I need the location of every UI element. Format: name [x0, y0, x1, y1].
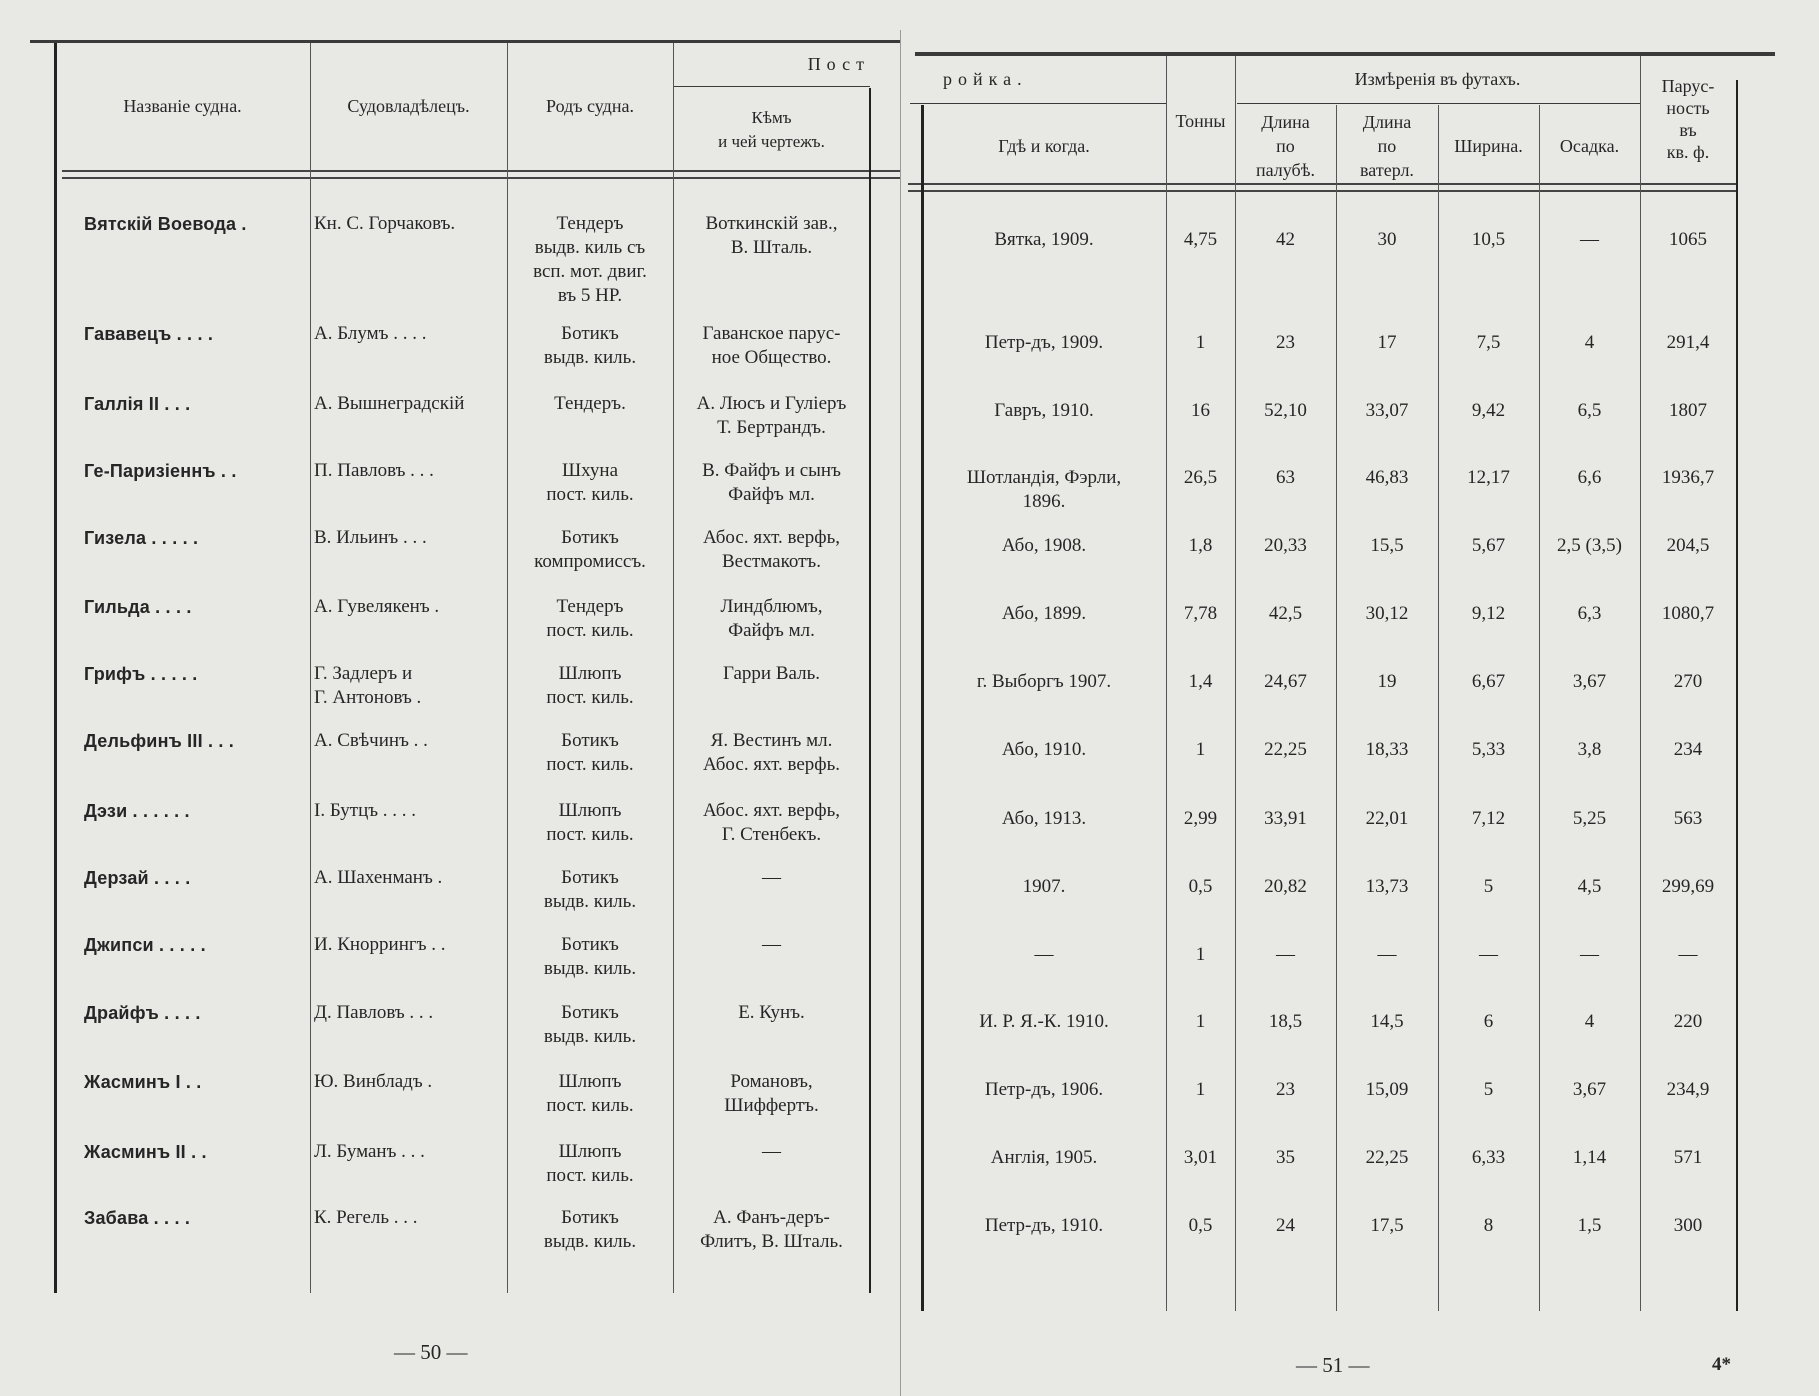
- cell-len-deck: 20,82: [1264, 876, 1307, 897]
- cell-designer: Романовъ, Шиффертъ.: [724, 1071, 819, 1116]
- col-divider: [1438, 105, 1439, 1311]
- cell-len-wl: 15,5: [1370, 535, 1404, 556]
- cell-name: Ге-Паризіеннъ . .: [84, 461, 237, 481]
- cell-where: Або, 1899.: [1001, 603, 1087, 624]
- cell-where: Англія, 1905.: [990, 1147, 1098, 1168]
- page-number: — 50 —: [394, 1340, 468, 1364]
- cell-beam: 9,42: [1471, 400, 1506, 421]
- col-divider: [1336, 105, 1337, 1311]
- cell-draft: 1,5: [1577, 1215, 1602, 1236]
- cell-len-wl: —: [1377, 944, 1397, 965]
- cell-where: 1907.: [1022, 876, 1066, 897]
- page-number: — 51 —: [1296, 1353, 1370, 1377]
- cell-draft: 4,5: [1577, 876, 1602, 897]
- cell-owner: А. Гувелякенъ .: [314, 596, 440, 617]
- cell-where: г. Выборгъ 1907.: [976, 671, 1112, 692]
- cell-len-deck: 52,10: [1264, 400, 1307, 421]
- cell-len-deck: 63: [1276, 467, 1295, 488]
- header-beam: Ширина.: [1454, 136, 1523, 156]
- cell-len-deck: 33,91: [1264, 808, 1307, 829]
- cell-owner: Ю. Винбладъ .: [314, 1071, 433, 1092]
- cell-where: И. Р. Я.-К. 1910.: [979, 1011, 1109, 1032]
- cell-type: Ботикъ пост. киль.: [546, 730, 634, 775]
- cell-len-deck: 23: [1276, 1079, 1295, 1100]
- cell-designer: Абос. яхт. верфь, Г. Стенбекъ.: [703, 800, 840, 845]
- cell-sail: 234,9: [1666, 1079, 1710, 1100]
- cell-beam: 6: [1483, 1011, 1494, 1032]
- cell-len-wl: 22,01: [1365, 808, 1409, 829]
- header-len-wl: Длина по ватерл.: [1360, 112, 1414, 180]
- header-tons: Тонны: [1175, 111, 1226, 131]
- cell-tons: 2,99: [1183, 808, 1218, 829]
- cell-len-deck: 35: [1276, 1147, 1295, 1168]
- cell-designer: Гарри Валь.: [722, 663, 821, 684]
- cell-len-wl: 17: [1377, 332, 1397, 353]
- header-sail: Парус- ность въ кв. ф.: [1661, 76, 1715, 162]
- cell-where: —: [1034, 944, 1054, 965]
- header-build-group-cont: ройка.: [943, 69, 1028, 89]
- cell-designer: Гаванское парус- ное Общество.: [702, 323, 841, 368]
- cell-tons: 0,5: [1188, 1215, 1213, 1236]
- cell-tons: 3,01: [1183, 1147, 1218, 1168]
- cell-draft: 4: [1584, 332, 1595, 353]
- cell-beam: 5: [1483, 876, 1494, 897]
- cell-beam: 8: [1483, 1215, 1494, 1236]
- cell-len-deck: 22,25: [1264, 739, 1307, 760]
- cell-type: Тендеръ пост. киль.: [546, 596, 634, 641]
- cell-where: Петр-дъ, 1910.: [984, 1215, 1104, 1236]
- cell-len-wl: 13,73: [1365, 876, 1409, 897]
- cell-beam: 10,5: [1471, 229, 1506, 250]
- cell-owner: І. Бутцъ . . . .: [314, 800, 417, 821]
- cell-owner: Кн. С. Горчаковъ.: [314, 213, 456, 234]
- cell-tons: 16: [1191, 400, 1210, 421]
- group-rule: [1237, 103, 1640, 104]
- cell-designer: А. Фанъ-деръ- Флитъ, В. Шталь.: [700, 1207, 843, 1252]
- cell-tons: 1: [1195, 944, 1206, 965]
- cell-tons: 1,8: [1188, 535, 1213, 556]
- cell-where: Або, 1908.: [1001, 535, 1087, 556]
- cell-name: Забава . . . .: [84, 1208, 191, 1228]
- header-measures-group: Измѣренія въ футахъ.: [1354, 69, 1521, 89]
- header-build-group: Пост: [807, 54, 870, 74]
- cell-beam: 6,67: [1471, 671, 1506, 692]
- cell-name: Драйфъ . . . .: [84, 1003, 201, 1023]
- cell-len-wl: 15,09: [1365, 1079, 1409, 1100]
- cell-sail: —: [1678, 944, 1698, 965]
- cell-beam: 7,5: [1476, 332, 1501, 353]
- header-designer: Кѣмъ и чей чертежъ.: [718, 108, 825, 151]
- cell-designer: В. Файфъ и сынъ Файфъ мл.: [702, 460, 841, 505]
- cell-designer: Абос. яхт. верфь, Вестмакотъ.: [703, 527, 840, 572]
- header-name: Названіе судна.: [123, 96, 242, 116]
- header-rule: [62, 170, 900, 179]
- signature-mark: 4*: [1712, 1354, 1731, 1375]
- cell-beam: 5,67: [1471, 535, 1506, 556]
- cell-type: Шлюпъ пост. киль.: [546, 1071, 634, 1116]
- cell-draft: 6,3: [1577, 603, 1602, 624]
- cell-len-deck: 42,5: [1268, 603, 1303, 624]
- top-rule: [915, 52, 1775, 56]
- cell-owner: В. Ильинъ . . .: [314, 527, 427, 548]
- cell-owner: Д. Павловъ . . .: [314, 1002, 434, 1023]
- cell-len-wl: 14,5: [1370, 1011, 1404, 1032]
- cell-beam: 6,33: [1471, 1147, 1506, 1168]
- cell-tons: 7,78: [1183, 603, 1218, 624]
- cell-len-deck: 42: [1276, 229, 1295, 250]
- cell-designer: Я. Вестинъ мл. Абос. яхт. верфь.: [703, 730, 840, 775]
- cell-type: Тендеръ.: [554, 393, 626, 414]
- group-rule: [910, 103, 1166, 104]
- cell-owner: А. Шахенманъ .: [314, 867, 443, 888]
- cell-len-deck: 23: [1276, 332, 1295, 353]
- cell-tons: 26,5: [1183, 467, 1218, 488]
- cell-beam: —: [1479, 944, 1498, 965]
- cell-designer: Линдблюмъ, Файфъ мл.: [720, 596, 823, 641]
- cell-beam: 7,12: [1471, 808, 1506, 829]
- cell-tons: 0,5: [1188, 876, 1213, 897]
- cell-draft: 5,25: [1572, 808, 1607, 829]
- top-rule: [30, 40, 900, 43]
- cell-owner: А. Свѣчинъ . .: [314, 730, 428, 751]
- cell-sail: 300: [1673, 1215, 1703, 1236]
- cell-tons: 4,75: [1183, 229, 1218, 250]
- header-owner: Судовладѣлецъ.: [347, 96, 470, 116]
- cell-where: Шотландія, Фэрли, 1896.: [966, 467, 1122, 512]
- cell-name: Дельфинъ III . . .: [84, 731, 234, 751]
- header-len-deck: Длина по палубѣ.: [1256, 112, 1315, 180]
- cell-where: Або, 1910.: [1001, 739, 1087, 760]
- header-rule: [908, 183, 1738, 192]
- cell-designer: А. Люсъ и Гуліеръ Т. Бертрандъ.: [696, 393, 847, 438]
- cell-designer: —: [762, 867, 781, 888]
- cell-type: Ботикъ выдв. киль.: [543, 867, 637, 912]
- frame-left: [54, 43, 57, 1293]
- cell-tons: 1: [1195, 739, 1206, 760]
- cell-owner: Г. Задлеръ и Г. Антоновъ .: [314, 663, 422, 708]
- cell-type: Шхуна пост. киль.: [546, 460, 634, 505]
- cell-type: Ботикъ выдв. киль.: [543, 934, 637, 979]
- cell-tons: 1,4: [1188, 671, 1213, 692]
- cell-designer: Е. Кунъ.: [738, 1002, 805, 1023]
- cell-draft: 2,5 (3,5): [1557, 535, 1622, 556]
- cell-sail: 1080,7: [1661, 603, 1715, 624]
- cell-type: Тендеръ выдв. киль съ всп. мот. двиг. въ 5 HP.: [533, 213, 647, 306]
- cell-len-wl: 30,12: [1365, 603, 1409, 624]
- cell-type: Шлюпъ пост. киль.: [546, 663, 634, 708]
- cell-type: Шлюпъ пост. киль.: [546, 1141, 634, 1186]
- frame-left: [921, 105, 924, 1311]
- cell-owner: П. Павловъ . . .: [314, 460, 434, 481]
- cell-name: Вятскій Воевода .: [84, 214, 247, 234]
- cell-len-wl: 33,07: [1365, 400, 1409, 421]
- cell-len-wl: 18,33: [1365, 739, 1409, 760]
- cell-sail: 234: [1673, 739, 1703, 760]
- cell-name: Гизела . . . . .: [84, 528, 199, 548]
- cell-beam: 12,17: [1467, 467, 1510, 488]
- cell-type: Ботикъ выдв. киль.: [543, 1207, 637, 1252]
- cell-designer: —: [762, 934, 781, 955]
- cell-sail: 563: [1673, 808, 1703, 829]
- cell-where: Гавръ, 1910.: [994, 400, 1094, 421]
- cell-owner: К. Регель . . .: [314, 1207, 418, 1228]
- header-where-when: Гдѣ и когда.: [998, 136, 1090, 156]
- cell-draft: 3,67: [1572, 1079, 1607, 1100]
- cell-draft: —: [1580, 229, 1599, 250]
- cell-type: Шлюпъ пост. киль.: [546, 800, 634, 845]
- cell-owner: А. Блумъ . . . .: [314, 323, 427, 344]
- cell-beam: 5,33: [1471, 739, 1506, 760]
- cell-draft: —: [1580, 944, 1599, 965]
- cell-designer: Воткинскій зав., В. Шталь.: [705, 213, 838, 258]
- cell-sail: 220: [1673, 1011, 1703, 1032]
- cell-sail: 1936,7: [1661, 467, 1715, 488]
- cell-sail: 1065: [1669, 229, 1707, 250]
- cell-draft: 1,14: [1572, 1147, 1607, 1168]
- cell-len-wl: 19: [1377, 671, 1397, 692]
- cell-sail: 571: [1673, 1147, 1703, 1168]
- cell-type: Ботикъ выдв. киль.: [543, 1002, 637, 1047]
- cell-tons: 1: [1195, 332, 1206, 353]
- cell-len-deck: —: [1276, 944, 1295, 965]
- cell-draft: 3,67: [1572, 671, 1607, 692]
- cell-draft: 3,8: [1577, 739, 1602, 760]
- cell-tons: 1: [1195, 1011, 1206, 1032]
- cell-type: Ботикъ выдв. киль.: [543, 323, 637, 368]
- cell-type: Ботикъ компромиссъ.: [534, 527, 646, 572]
- cell-name: Гильда . . . .: [84, 597, 192, 617]
- cell-name: Джипси . . . . .: [84, 935, 206, 955]
- cell-beam: 9,12: [1471, 603, 1506, 624]
- cell-sail: 291,4: [1666, 332, 1710, 353]
- col-divider: [310, 43, 311, 1293]
- frame-right: [1736, 80, 1738, 1311]
- header-draft: Осадка.: [1559, 136, 1620, 156]
- cell-where: Петр-дъ, 1906.: [984, 1079, 1104, 1100]
- cell-name: Жасминъ I . .: [84, 1072, 202, 1092]
- cell-name: Гававецъ . . . .: [84, 324, 214, 344]
- cell-name: Дерзай . . . .: [84, 868, 191, 888]
- cell-len-deck: 18,5: [1268, 1011, 1303, 1032]
- cell-owner: И. Кноррингъ . .: [314, 934, 446, 955]
- cell-tons: 1: [1195, 1079, 1206, 1100]
- cell-where: Вятка, 1909.: [994, 229, 1094, 250]
- cell-designer: —: [762, 1141, 781, 1162]
- cell-len-wl: 30: [1377, 229, 1397, 250]
- cell-owner: Л. Буманъ . . .: [314, 1141, 425, 1162]
- cell-name: Жасминъ II . .: [84, 1142, 207, 1162]
- col-divider: [1539, 105, 1540, 1311]
- cell-draft: 6,6: [1577, 467, 1602, 488]
- cell-len-wl: 17,5: [1370, 1215, 1404, 1236]
- cell-owner: А. Вышнеградскій: [314, 393, 465, 414]
- cell-sail: 299,69: [1661, 876, 1715, 897]
- page-gutter: [900, 30, 901, 1396]
- cell-len-deck: 20,33: [1264, 535, 1307, 556]
- cell-where: Або, 1913.: [1001, 808, 1087, 829]
- group-rule: [673, 86, 870, 87]
- header-type: Родъ судна.: [546, 96, 634, 116]
- cell-sail: 1807: [1669, 400, 1707, 421]
- cell-sail: 270: [1673, 671, 1703, 692]
- cell-len-wl: 22,25: [1365, 1147, 1409, 1168]
- cell-len-deck: 24: [1276, 1215, 1295, 1236]
- cell-len-wl: 46,83: [1365, 467, 1409, 488]
- cell-name: Грифъ . . . . .: [84, 664, 198, 684]
- cell-sail: 204,5: [1666, 535, 1710, 556]
- cell-where: Петр-дъ, 1909.: [984, 332, 1104, 353]
- cell-beam: 5: [1483, 1079, 1494, 1100]
- cell-draft: 6,5: [1577, 400, 1602, 421]
- cell-draft: 4: [1584, 1011, 1595, 1032]
- cell-name: Дэзи . . . . . .: [84, 801, 190, 821]
- cell-name: Галлія II . . .: [84, 394, 191, 414]
- cell-len-deck: 24,67: [1264, 671, 1307, 692]
